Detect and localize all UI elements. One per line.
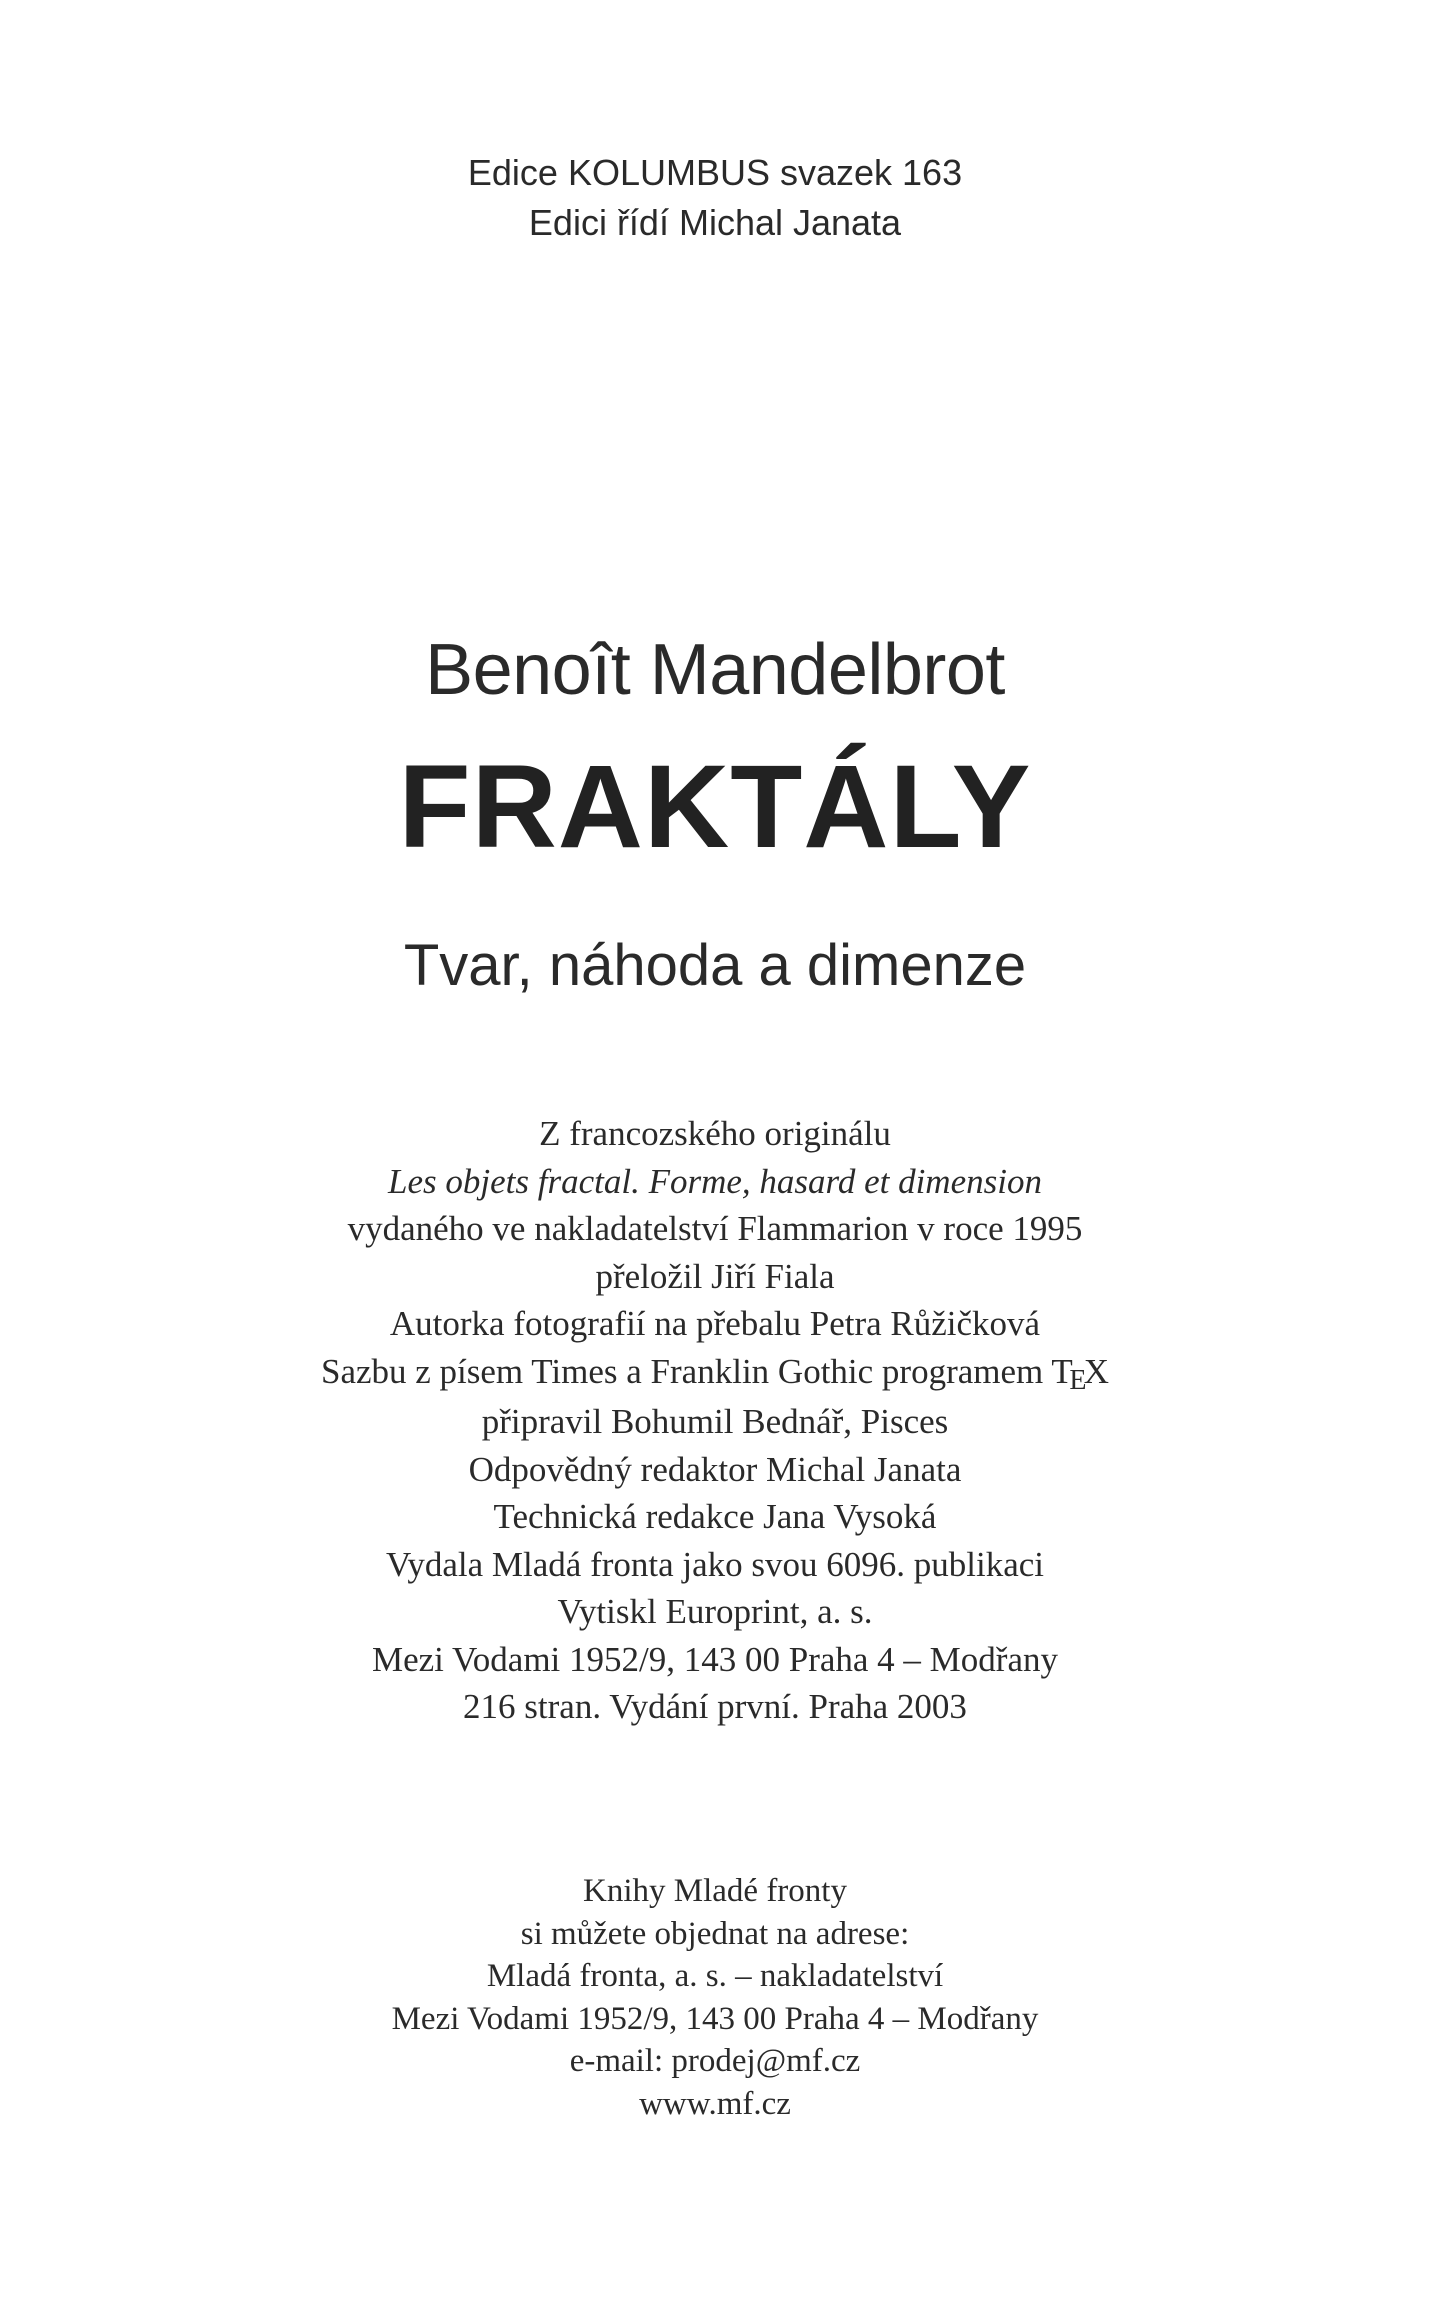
series-edition: Edice KOLUMBUS svazek 163	[467, 152, 963, 193]
colophon-line-printer: Vytiskl Europrint, a. s.	[557, 1592, 873, 1631]
tex-logo-x: X	[1083, 1351, 1110, 1391]
colophon-line-publisher: vydaného ve nakladatelství Flammarion v roce 1995	[347, 1209, 1083, 1248]
order-line-books: Knihy Mladé fronty	[583, 1873, 847, 1909]
colophon	[0, 1110, 1430, 1731]
colophon-line-pages: 216 stran. Vydání první. Praha 2003	[463, 1687, 967, 1726]
order-website: www.mf.cz	[639, 2085, 791, 2122]
colophon-line-editor: Odpovědný redaktor Michal Janata	[468, 1449, 962, 1489]
order-info	[0, 1870, 1430, 2125]
book-subtitle: Tvar, náhoda a dimenze	[403, 933, 1027, 998]
tex-logo-t: T	[1051, 1351, 1073, 1391]
series-editor: Edici řídí Michal Janata	[528, 202, 902, 243]
colophon-line-prepared: připravil Bohumil Bednář, Pisces	[481, 1402, 949, 1441]
typesetting-text: Sazbu z písem Times a Franklin Gothic programem	[320, 1351, 1044, 1391]
colophon-line-original: Z francozského originálu	[539, 1114, 891, 1153]
colophon-line-published: Vydala Mladá fronta jako svou 6096. publikaci	[385, 1544, 1045, 1584]
original-title: Les objets fractal. Forme, hasard et dimension	[388, 1161, 1042, 1201]
order-line-address-intro: si můžete objednat na adrese:	[520, 1915, 910, 1952]
book-title: FRAKTÁLY	[398, 741, 1032, 873]
author-name: Benoît Mandelbrot	[425, 630, 1005, 710]
order-line-company: Mladá fronta, a. s. – nakladatelství	[486, 1958, 944, 1994]
colophon-line-typesetting	[0, 1348, 1430, 1399]
title-block	[0, 620, 1430, 1006]
colophon-line-translator: přeložil Jiří Fiala	[595, 1256, 835, 1296]
colophon-line-photo: Autorka fotografií na přebalu Petra Růžičková	[389, 1304, 1041, 1343]
series-info	[0, 148, 1430, 248]
colophon-line-address: Mezi Vodami 1952/9, 143 00 Praha 4 – Modřany	[371, 1639, 1058, 1679]
order-email: e-mail: prodej@mf.cz	[569, 2043, 861, 2079]
tex-logo-e: E	[1069, 1364, 1087, 1396]
colophon-line-tech-editor: Technická redakce Jana Vysoká	[493, 1497, 937, 1536]
order-line-address: Mezi Vodami 1952/9, 143 00 Praha 4 – Modřany	[391, 2000, 1039, 2037]
